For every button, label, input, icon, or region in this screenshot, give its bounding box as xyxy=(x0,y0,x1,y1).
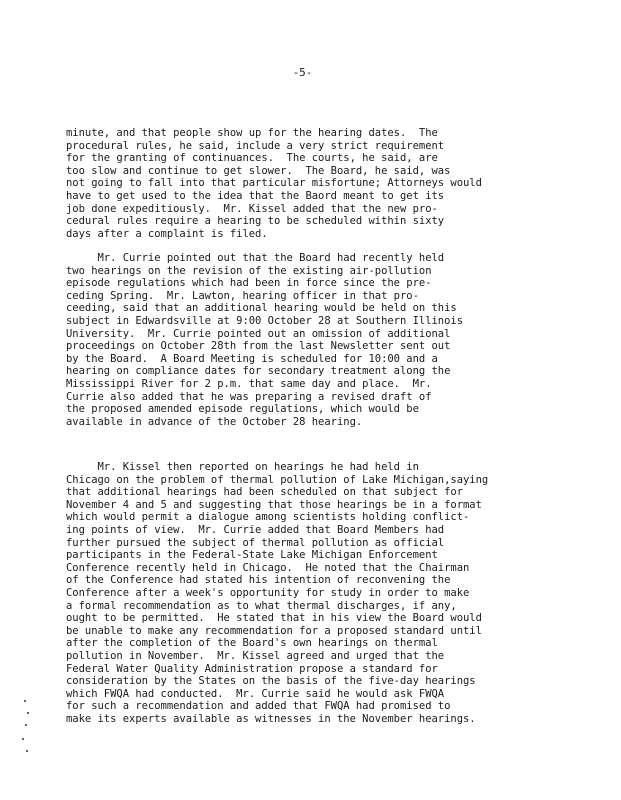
text-line: hearing on compliance dates for secondary treatment along the xyxy=(66,365,451,378)
text-line: days after a complaint is filed. xyxy=(66,227,268,240)
text-line: after the completion of the Board's own hearings on thermal xyxy=(66,637,438,650)
text-line: Federal Water Quality Administration propose a standard for xyxy=(66,662,438,675)
text-line: further pursued the subject of thermal pollution as official xyxy=(66,536,445,549)
text-line: available in advance of the October 28 hearing. xyxy=(66,415,363,428)
scan-speck xyxy=(27,712,29,714)
text-line: that additional hearings had been scheduled on that subject for xyxy=(66,486,463,499)
text-line: have to get used to the idea that the Baord meant to get its xyxy=(66,189,445,202)
scan-speck xyxy=(25,724,27,726)
text-line: minute, and that people show up for the hearing dates. The xyxy=(66,127,438,139)
text-line: job done expeditiously. Mr. Kissel added that the new pro- xyxy=(66,202,438,215)
text-line: procedural rules, he said, include a very strict requirement xyxy=(66,139,445,152)
text-line: Conference recently held in Chicago. He noted that the Chairman xyxy=(66,561,470,574)
text-line: which FWQA had conducted. Mr. Currie said he would ask FWQA xyxy=(66,687,445,700)
text-line: make its experts available as witnesses in the November hearings. xyxy=(66,712,476,725)
text-line: not going to fall into that particular misfortune; Attorneys would xyxy=(66,177,482,190)
text-line: Mr. Kissel then reported on hearings he had held in xyxy=(66,461,419,473)
text-line: be unable to make any recommendation for a proposed standard until xyxy=(66,624,482,637)
text-line: consideration by the States on the basis of the five-day hearings xyxy=(66,675,476,688)
page-number xyxy=(0,66,621,79)
text-line: ing points of view. Mr. Currie added that Board Members had xyxy=(66,523,445,536)
text-line: ought to be permitted. He stated that in his view the Board would xyxy=(66,612,482,625)
text-line: the proposed amended episode regulations, which would be xyxy=(66,403,419,416)
text-line: Chicago on the problem of thermal pollution of Lake Michigan,saying xyxy=(66,473,489,486)
text-line: episode regulations which had been in force since the pre- xyxy=(66,277,432,290)
text-line: of the Conference had stated his intention of reconvening the xyxy=(66,574,451,587)
text-line: November 4 and 5 and suggesting that those hearings be in a format xyxy=(66,498,482,511)
text-line: two hearings on the revision of the existing air-pollution xyxy=(66,264,432,277)
text-line: cedural rules require a hearing to be scheduled within sixty xyxy=(66,215,445,228)
text-line: a formal recommendation as to what thermal discharges, if any, xyxy=(66,599,457,612)
text-line: by the Board. A Board Meeting is scheduled for 10:00 and a xyxy=(66,352,438,365)
text-line: proceedings on October 28th from the last Newsletter sent out xyxy=(66,340,451,353)
text-line: University. Mr. Currie pointed out an omission of additional xyxy=(66,327,451,340)
text-line: Mr. Currie pointed out that the Board had recently held xyxy=(66,252,445,264)
text-line: Currie also added that he was preparing a revised draft of xyxy=(66,390,432,403)
page-number-text: -5- xyxy=(292,66,313,79)
text-line: too slow and continue to get slower. The Board, he said, was xyxy=(66,164,451,177)
text-line: ceding Spring. Mr. Lawton, hearing officer in that pro- xyxy=(66,289,419,302)
paragraph-1 xyxy=(66,127,536,240)
paragraph-2 xyxy=(66,252,536,428)
scan-speck xyxy=(22,738,24,740)
text-line: subject in Edwardsville at 9:00 October 28 at Southern Illinois xyxy=(66,314,463,327)
text-line: for the granting of continuances. The courts, he said, are xyxy=(66,152,438,165)
scan-speck xyxy=(24,700,26,702)
text-line: Conference after a week's opportunity for study in order to make xyxy=(66,586,470,599)
text-line: which would permit a dialogue among scientists holding conflict- xyxy=(66,511,470,524)
text-line: Mississippi River for 2 p.m. that same day and place. Mr. xyxy=(66,377,432,390)
text-line: participants in the Federal-State Lake Michigan Enforcement xyxy=(66,549,438,562)
text-line: ceeding, said that an additional hearing would be held on this xyxy=(66,302,457,315)
scan-speck xyxy=(26,750,28,752)
text-line: for such a recommendation and added that FWQA had promised to xyxy=(66,700,451,713)
paragraph-3 xyxy=(66,461,536,725)
text-line: pollution in November. Mr. Kissel agreed and urged that the xyxy=(66,649,445,662)
